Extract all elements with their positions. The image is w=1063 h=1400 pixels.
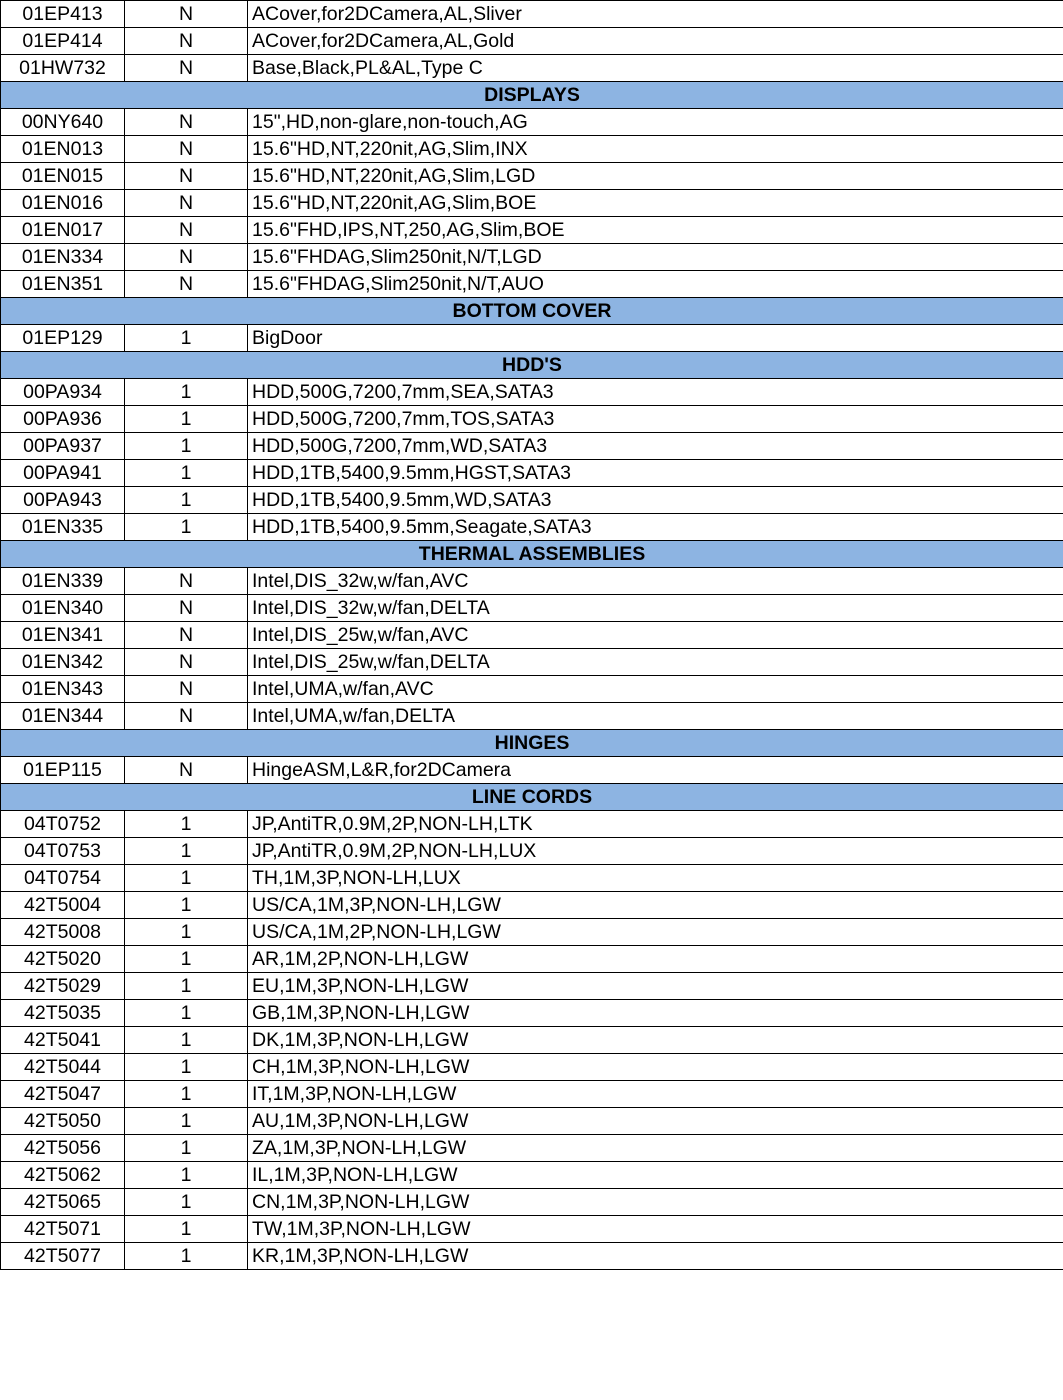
part-number-cell: 42T5077 <box>1 1243 125 1270</box>
description-cell: AU,1M,3P,NON-LH,LGW <box>248 1108 1063 1135</box>
description-cell: Intel,DIS_32w,w/fan,AVC <box>248 568 1063 595</box>
table-row <box>1 568 1063 595</box>
table-row <box>1 1135 1063 1162</box>
cru-cell: 1 <box>125 919 248 946</box>
description-cell: Intel,UMA,w/fan,AVC <box>248 676 1063 703</box>
table-row <box>1 1189 1063 1216</box>
section-header-row <box>1 730 1063 757</box>
section-header-row <box>1 298 1063 325</box>
description-cell: 15.6"FHDAG,Slim250nit,N/T,LGD <box>248 244 1063 271</box>
table-row <box>1 325 1063 352</box>
cru-cell: N <box>125 568 248 595</box>
part-number-cell: 42T5062 <box>1 1162 125 1189</box>
cru-cell: N <box>125 190 248 217</box>
section-header-row <box>1 784 1063 811</box>
description-cell: ACover,for2DCamera,AL,Sliver <box>248 1 1063 28</box>
part-number-cell: 01EP413 <box>1 1 125 28</box>
description-cell: Intel,UMA,w/fan,DELTA <box>248 703 1063 730</box>
cru-cell: N <box>125 649 248 676</box>
cru-cell: N <box>125 622 248 649</box>
part-number-cell: 01EN344 <box>1 703 125 730</box>
description-cell: Base,Black,PL&AL,Type C <box>248 55 1063 82</box>
description-cell: HDD,500G,7200,7mm,WD,SATA3 <box>248 433 1063 460</box>
cru-cell: 1 <box>125 1054 248 1081</box>
cru-cell: 1 <box>125 514 248 541</box>
table-row <box>1 703 1063 730</box>
table-row <box>1 946 1063 973</box>
table-row <box>1 892 1063 919</box>
description-cell: CN,1M,3P,NON-LH,LGW <box>248 1189 1063 1216</box>
part-number-cell: 42T5041 <box>1 1027 125 1054</box>
table-row <box>1 217 1063 244</box>
table-row <box>1 973 1063 1000</box>
cru-cell: 1 <box>125 973 248 1000</box>
part-number-cell: 01EN016 <box>1 190 125 217</box>
description-cell: US/CA,1M,3P,NON-LH,LGW <box>248 892 1063 919</box>
table-row <box>1 757 1063 784</box>
part-number-cell: 01EP414 <box>1 28 125 55</box>
part-number-cell: 01HW732 <box>1 55 125 82</box>
cru-cell: N <box>125 136 248 163</box>
description-cell: ZA,1M,3P,NON-LH,LGW <box>248 1135 1063 1162</box>
cru-cell: 1 <box>125 406 248 433</box>
cru-cell: 1 <box>125 1216 248 1243</box>
table-row <box>1 406 1063 433</box>
parts-table-body <box>1 1 1063 1270</box>
description-cell: Intel,DIS_25w,w/fan,AVC <box>248 622 1063 649</box>
description-cell: DK,1M,3P,NON-LH,LGW <box>248 1027 1063 1054</box>
part-number-cell: 00PA941 <box>1 460 125 487</box>
cru-cell: 1 <box>125 379 248 406</box>
cru-cell: N <box>125 28 248 55</box>
cru-cell: 1 <box>125 1189 248 1216</box>
table-row <box>1 1216 1063 1243</box>
section-header-row <box>1 541 1063 568</box>
part-number-cell: 42T5004 <box>1 892 125 919</box>
description-cell: ACover,for2DCamera,AL,Gold <box>248 28 1063 55</box>
cru-cell: 1 <box>125 838 248 865</box>
part-number-cell: 01EN340 <box>1 595 125 622</box>
section-title: THERMAL ASSEMBLIES <box>1 541 1063 568</box>
cru-cell: 1 <box>125 1162 248 1189</box>
table-row <box>1 460 1063 487</box>
description-cell: 15.6"FHD,IPS,NT,250,AG,Slim,BOE <box>248 217 1063 244</box>
part-number-cell: 42T5044 <box>1 1054 125 1081</box>
description-cell: Intel,DIS_25w,w/fan,DELTA <box>248 649 1063 676</box>
table-row <box>1 271 1063 298</box>
description-cell: HDD,1TB,5400,9.5mm,Seagate,SATA3 <box>248 514 1063 541</box>
table-row <box>1 1027 1063 1054</box>
cru-cell: 1 <box>125 892 248 919</box>
table-row <box>1 1054 1063 1081</box>
description-cell: HDD,1TB,5400,9.5mm,HGST,SATA3 <box>248 460 1063 487</box>
part-number-cell: 01EN341 <box>1 622 125 649</box>
part-number-cell: 00PA943 <box>1 487 125 514</box>
description-cell: AR,1M,2P,NON-LH,LGW <box>248 946 1063 973</box>
table-row <box>1 865 1063 892</box>
part-number-cell: 00PA934 <box>1 379 125 406</box>
table-row <box>1 622 1063 649</box>
part-number-cell: 04T0752 <box>1 811 125 838</box>
section-title: HINGES <box>1 730 1063 757</box>
table-row <box>1 811 1063 838</box>
table-row <box>1 190 1063 217</box>
table-row <box>1 136 1063 163</box>
section-title: HDD'S <box>1 352 1063 379</box>
part-number-cell: 01EN342 <box>1 649 125 676</box>
table-row <box>1 514 1063 541</box>
part-number-cell: 42T5008 <box>1 919 125 946</box>
description-cell: HDD,500G,7200,7mm,TOS,SATA3 <box>248 406 1063 433</box>
cru-cell: 1 <box>125 1108 248 1135</box>
part-number-cell: 01EN334 <box>1 244 125 271</box>
part-number-cell: 01EN015 <box>1 163 125 190</box>
part-number-cell: 42T5020 <box>1 946 125 973</box>
cru-cell: 1 <box>125 811 248 838</box>
cru-cell: 1 <box>125 433 248 460</box>
description-cell: EU,1M,3P,NON-LH,LGW <box>248 973 1063 1000</box>
cru-cell: 1 <box>125 460 248 487</box>
part-number-cell: 01EN343 <box>1 676 125 703</box>
table-row <box>1 595 1063 622</box>
description-cell: IT,1M,3P,NON-LH,LGW <box>248 1081 1063 1108</box>
cru-cell: N <box>125 595 248 622</box>
part-number-cell: 01EN335 <box>1 514 125 541</box>
description-cell: 15.6"HD,NT,220nit,AG,Slim,BOE <box>248 190 1063 217</box>
cru-cell: N <box>125 244 248 271</box>
cru-cell: N <box>125 163 248 190</box>
table-row <box>1 649 1063 676</box>
part-number-cell: 04T0753 <box>1 838 125 865</box>
table-row <box>1 244 1063 271</box>
part-number-cell: 01EN013 <box>1 136 125 163</box>
table-row <box>1 1108 1063 1135</box>
description-cell: CH,1M,3P,NON-LH,LGW <box>248 1054 1063 1081</box>
description-cell: JP,AntiTR,0.9M,2P,NON-LH,LUX <box>248 838 1063 865</box>
table-row <box>1 676 1063 703</box>
table-row <box>1 55 1063 82</box>
table-row <box>1 919 1063 946</box>
cru-cell: N <box>125 1 248 28</box>
part-number-cell: 42T5029 <box>1 973 125 1000</box>
cru-cell: 1 <box>125 1243 248 1270</box>
cru-cell: N <box>125 55 248 82</box>
table-row <box>1 109 1063 136</box>
cru-cell: 1 <box>125 487 248 514</box>
part-number-cell: 00NY640 <box>1 109 125 136</box>
description-cell: Intel,DIS_32w,w/fan,DELTA <box>248 595 1063 622</box>
description-cell: HingeASM,L&R,for2DCamera <box>248 757 1063 784</box>
section-header-row <box>1 352 1063 379</box>
table-row <box>1 1 1063 28</box>
part-number-cell: 42T5050 <box>1 1108 125 1135</box>
part-number-cell: 42T5047 <box>1 1081 125 1108</box>
description-cell: JP,AntiTR,0.9M,2P,NON-LH,LTK <box>248 811 1063 838</box>
table-row <box>1 163 1063 190</box>
description-cell: IL,1M,3P,NON-LH,LGW <box>248 1162 1063 1189</box>
cru-cell: N <box>125 271 248 298</box>
description-cell: 15.6"HD,NT,220nit,AG,Slim,LGD <box>248 163 1063 190</box>
description-cell: HDD,500G,7200,7mm,SEA,SATA3 <box>248 379 1063 406</box>
description-cell: TH,1M,3P,NON-LH,LUX <box>248 865 1063 892</box>
cru-cell: 1 <box>125 1081 248 1108</box>
section-title: DISPLAYS <box>1 82 1063 109</box>
cru-cell: N <box>125 703 248 730</box>
description-cell: US/CA,1M,2P,NON-LH,LGW <box>248 919 1063 946</box>
cru-cell: N <box>125 676 248 703</box>
cru-cell: 1 <box>125 325 248 352</box>
part-number-cell: 01EN351 <box>1 271 125 298</box>
description-cell: KR,1M,3P,NON-LH,LGW <box>248 1243 1063 1270</box>
table-row <box>1 379 1063 406</box>
description-cell: TW,1M,3P,NON-LH,LGW <box>248 1216 1063 1243</box>
part-number-cell: 04T0754 <box>1 865 125 892</box>
part-number-cell: 42T5035 <box>1 1000 125 1027</box>
table-row <box>1 1243 1063 1270</box>
table-row <box>1 433 1063 460</box>
cru-cell: 1 <box>125 1135 248 1162</box>
cru-cell: 1 <box>125 946 248 973</box>
part-number-cell: 01EN339 <box>1 568 125 595</box>
description-cell: HDD,1TB,5400,9.5mm,WD,SATA3 <box>248 487 1063 514</box>
cru-cell: N <box>125 217 248 244</box>
part-number-cell: 01EP129 <box>1 325 125 352</box>
part-number-cell: 01EP115 <box>1 757 125 784</box>
part-number-cell: 00PA937 <box>1 433 125 460</box>
table-row <box>1 487 1063 514</box>
section-header-row <box>1 82 1063 109</box>
description-cell: 15.6"FHDAG,Slim250nit,N/T,AUO <box>248 271 1063 298</box>
part-number-cell: 42T5071 <box>1 1216 125 1243</box>
cru-cell: N <box>125 109 248 136</box>
cru-cell: 1 <box>125 1027 248 1054</box>
cru-cell: 1 <box>125 865 248 892</box>
part-number-cell: 01EN017 <box>1 217 125 244</box>
table-row <box>1 1162 1063 1189</box>
section-title: LINE CORDS <box>1 784 1063 811</box>
description-cell: 15",HD,non-glare,non-touch,AG <box>248 109 1063 136</box>
table-row <box>1 838 1063 865</box>
part-number-cell: 42T5056 <box>1 1135 125 1162</box>
cru-cell: N <box>125 757 248 784</box>
section-title: BOTTOM COVER <box>1 298 1063 325</box>
description-cell: GB,1M,3P,NON-LH,LGW <box>248 1000 1063 1027</box>
cru-cell: 1 <box>125 1000 248 1027</box>
description-cell: BigDoor <box>248 325 1063 352</box>
part-number-cell: 00PA936 <box>1 406 125 433</box>
table-row <box>1 28 1063 55</box>
table-row <box>1 1081 1063 1108</box>
table-row <box>1 1000 1063 1027</box>
part-number-cell: 42T5065 <box>1 1189 125 1216</box>
description-cell: 15.6"HD,NT,220nit,AG,Slim,INX <box>248 136 1063 163</box>
